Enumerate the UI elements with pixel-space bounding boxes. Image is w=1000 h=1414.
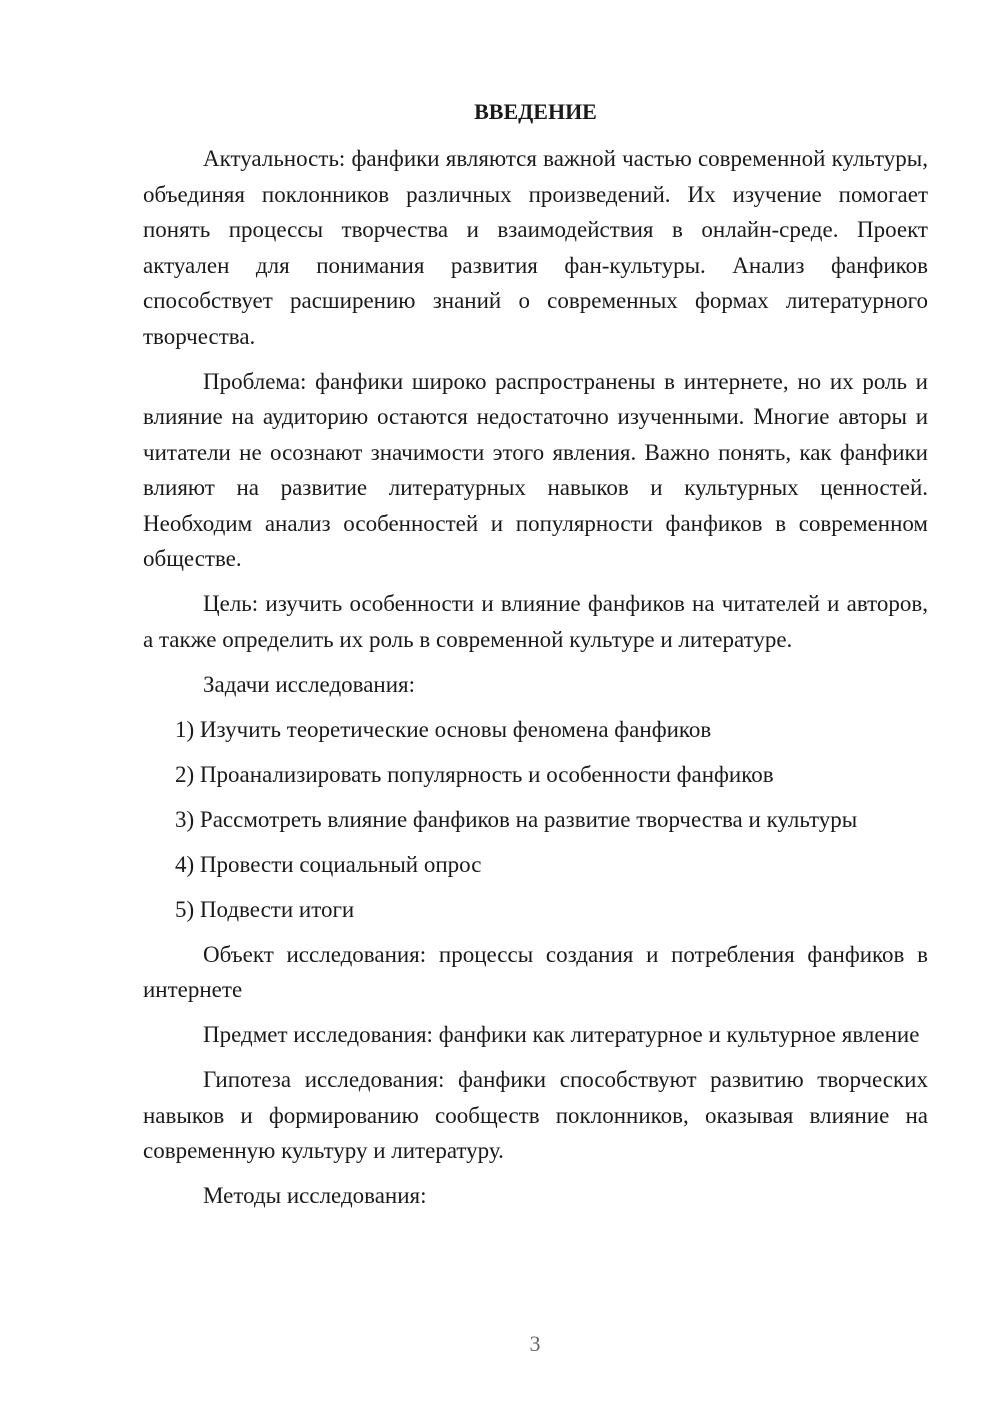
task-item: 2) Проанализировать популярность и особенности фанфиков <box>175 761 774 787</box>
relevance-paragraph: Актуальность: фанфики являются важной частью современной культуры, объединяя поклонников различных произведений. Их изучение помогает понять процессы творчества и взаимодействия в онлайн-среде. Проект актуален для понимания развития фан-культуры. Анализ фанфиков способствует расширению знаний о современных формах литературного творчества. <box>143 146 928 349</box>
object-paragraph: Объект исследования: процессы создания и потребления фанфиков в интернете <box>143 941 928 1002</box>
task-item: 5) Подвести итоги <box>175 896 355 922</box>
task-item: 3) Рассмотреть влияние фанфиков на развитие творчества и культуры <box>175 806 858 832</box>
tasks-heading: Задачи исследования: <box>203 671 416 697</box>
page-title: ВВЕДЕНИЕ <box>474 99 597 124</box>
subject-paragraph: Предмет исследования: фанфики как литературное и культурное явление <box>203 1022 920 1047</box>
tasks-list <box>143 712 928 928</box>
methods-heading: Методы исследования: <box>203 1183 427 1208</box>
task-item: 4) Провести социальный опрос <box>175 851 482 877</box>
page-number: 3 <box>529 1331 541 1356</box>
hypothesis-paragraph: Гипотеза исследования: фанфики способствуют развитию творческих навыков и формированию сообществ поклонников, оказывая влияние на современную культуру и литературу. <box>143 1067 928 1163</box>
page-content <box>143 94 928 1223</box>
task-item: 1) Изучить теоретические основы феномена фанфиков <box>175 716 712 742</box>
goal-paragraph: Цель: изучить особенности и влияние фанфиков на читателей и авторов, а также определить их роль в современной культуре и литературе. <box>143 591 928 652</box>
problem-paragraph: Проблема: фанфики широко распространены в интернете, но их роль и влияние на аудиторию остаются недостаточно изученными. Многие авторы и читатели не осознают значимости этого явления. Важно понять, как фанфики влияют на развитие литературных навыков и культурных ценностей. Необходим анализ особенностей и популярности фанфиков в современном обществе. <box>143 368 928 571</box>
